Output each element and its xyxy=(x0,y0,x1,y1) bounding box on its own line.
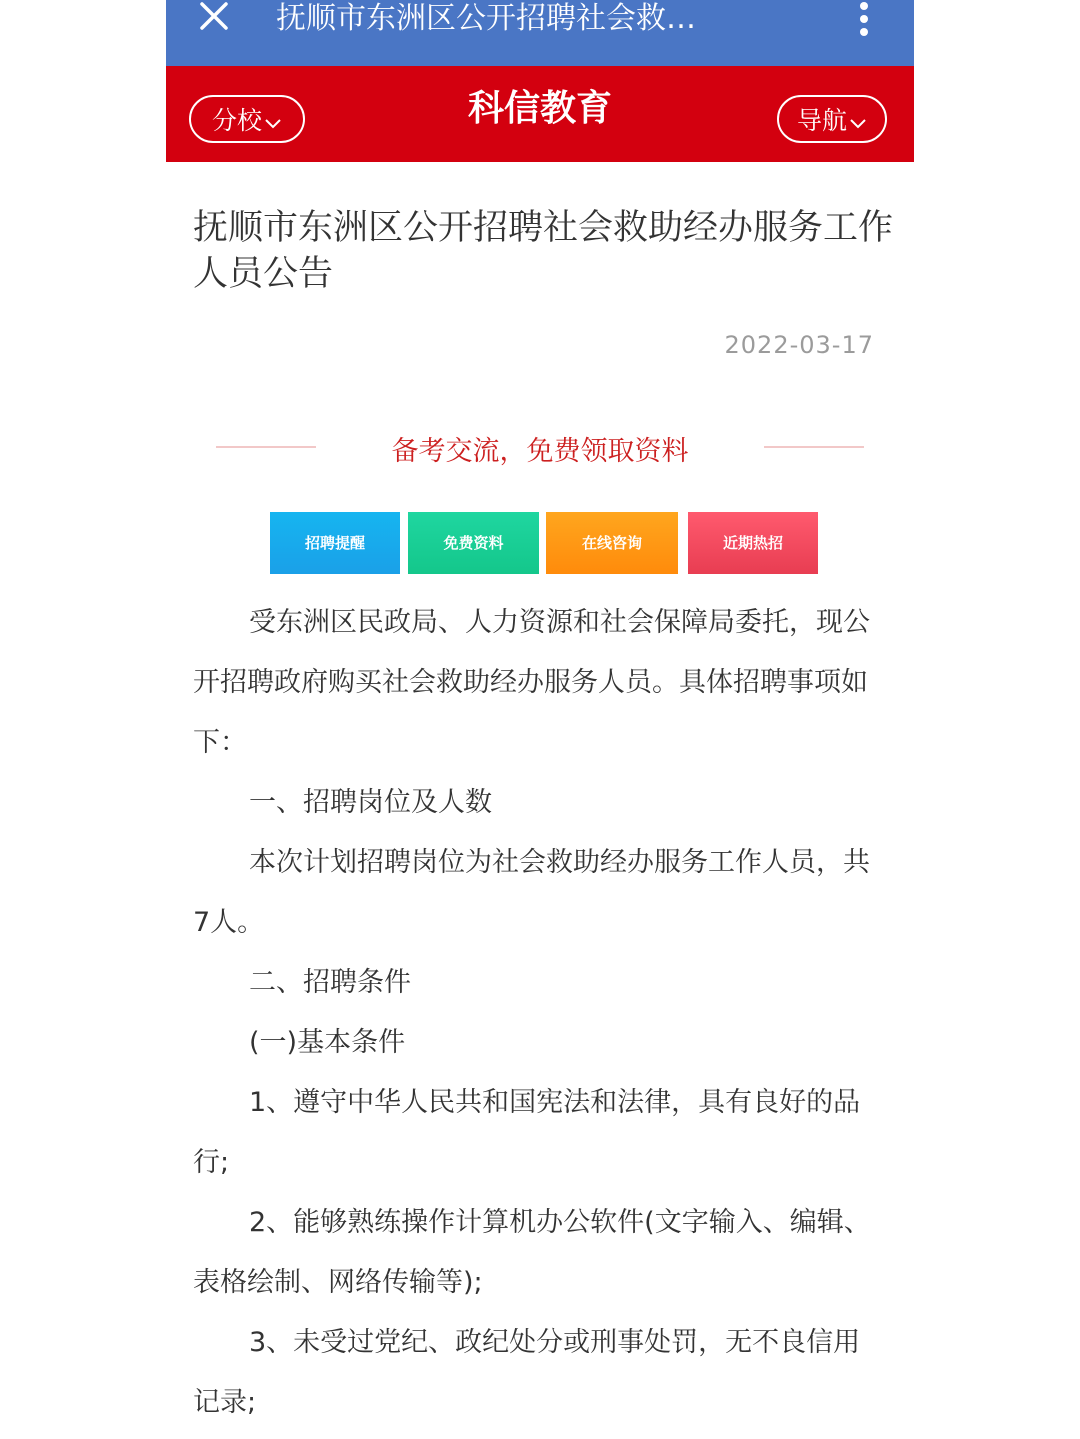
chevron-down-icon xyxy=(264,98,282,146)
browser-top-bar xyxy=(166,0,914,66)
paragraph: 2、能够熟练操作计算机办公软件(文字输入、编辑、表格绘制、网络传输等); xyxy=(193,1207,871,1298)
nav-label: 导航 xyxy=(796,106,847,135)
more-vertical-icon[interactable] xyxy=(850,0,880,40)
article-date: 2022-03-17 xyxy=(724,331,874,359)
branch-label: 分校 xyxy=(211,106,262,135)
paragraph: 二、招聘条件 xyxy=(249,967,411,998)
nav-button[interactable] xyxy=(777,95,887,143)
paragraph: 3、未受过党纪、政纪处分或刑事处罚，无不良信用记录; xyxy=(193,1327,861,1418)
phone-screen xyxy=(166,0,914,1439)
site-header xyxy=(166,66,914,162)
close-icon[interactable] xyxy=(196,0,236,40)
browser-title: 抚顺市东洲区公开招聘社会救… xyxy=(276,1,696,36)
article-body xyxy=(193,593,887,1433)
promo-text: 备考交流，免费领取资料 xyxy=(391,436,689,467)
paragraph: 受东洲区民政局、人力资源和社会保障局委托，现公开招聘政府购买社会救助经办服务人员。具体招聘事项如下： xyxy=(193,607,870,758)
chevron-down-icon xyxy=(849,98,867,146)
article-title: 抚顺市东洲区公开招聘社会救助经办服务工作人员公告 xyxy=(193,208,894,294)
branch-button[interactable] xyxy=(189,95,305,143)
site-brand[interactable]: 科信教育 xyxy=(467,88,612,129)
paragraph: 1、遵守中华人民共和国宪法和法律，具有良好的品行; xyxy=(193,1087,861,1178)
online-consult-button[interactable]: 在线咨询 xyxy=(546,512,678,574)
recruit-reminder-button[interactable]: 招聘提醒 xyxy=(270,512,400,574)
free-materials-button[interactable]: 免费资料 xyxy=(408,512,539,574)
paragraph: 一、招聘岗位及人数 xyxy=(249,787,492,818)
divider xyxy=(764,446,864,448)
paragraph: 本次计划招聘岗位为社会救助经办服务工作人员，共7人。 xyxy=(193,847,870,938)
paragraph: (一)基本条件 xyxy=(249,1027,406,1058)
promo-banner xyxy=(166,432,914,472)
recent-hiring-button[interactable]: 近期热招 xyxy=(688,512,818,574)
